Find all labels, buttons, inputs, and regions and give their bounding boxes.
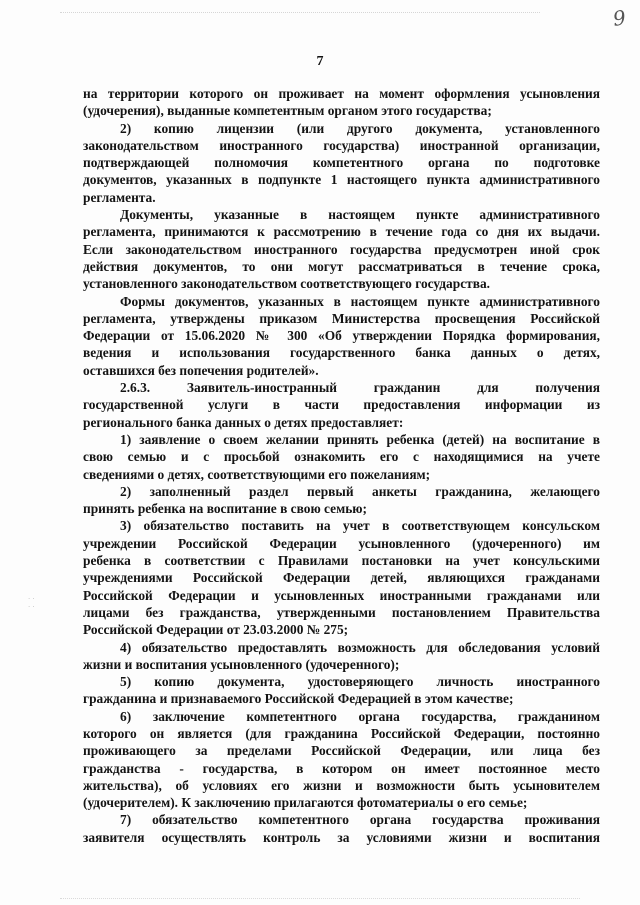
document-body <box>83 85 600 846</box>
text-line: заявителя осуществлять контроль за условиями жизни и воспитания <box>83 829 600 845</box>
text-line: 2) копию лицензии (или другого документа, установленного <box>120 120 600 136</box>
text-line: Российской Федерации и усыновленных иностранными гражданами или <box>83 587 600 603</box>
text-line: 3) обязательство поставить на учет в соответствующем консульском <box>120 518 600 534</box>
text-line: регламента. <box>83 189 156 205</box>
text-line: (удочерения), выданные компетентным органом этого государства; <box>83 103 492 119</box>
text-line: ведения и использования государственного банка данных о детях, <box>83 345 600 361</box>
text-line: на территории которого он проживает на момент оформления усыновления <box>83 86 600 101</box>
text-line: Российской Федерации от 23.03.2000 № 275; <box>83 622 349 638</box>
scan-artifact-bottom <box>60 898 580 899</box>
text-line: проживающего за пределами Российской Федерации, или лица без <box>83 743 600 759</box>
text-line: свою семью и с просьбой ознакомить его с находящимися на учете <box>83 449 600 465</box>
text-line: лицами без гражданства, утвержденными постановлением Правительства <box>83 604 600 620</box>
handwritten-page-number: 9 <box>611 5 628 31</box>
text-line: подтверждающей полномочия компетентного органа по подготовке <box>83 155 600 171</box>
text-line: жизни и воспитания усыновленного (удочеренного); <box>83 656 400 672</box>
text-line: гражданства - государства, в котором он имеет постоянное место <box>83 760 600 776</box>
text-line: 4) обязательство предоставлять возможность для обследования условий <box>120 639 600 655</box>
text-line: жительства), об условиях его жизни и возможности быть усыновителем <box>83 777 600 793</box>
margin-scan-marks: · · · · <box>28 595 35 611</box>
text-line: 6) заключение компетентного органа государства, гражданином <box>120 708 600 724</box>
text-line: сведениями о детях, соответствующими его пожеланиям; <box>83 466 431 482</box>
text-line: 5) копию документа, удостоверяющего личность иностранного <box>120 674 600 690</box>
text-line: которого он является (для гражданина Российской Федерации, постоянно <box>83 725 600 741</box>
text-line: регионального банка данных о детях предоставляет: <box>83 414 404 430</box>
text-line: законодательством иностранного государства) иностранной организации, <box>83 137 600 153</box>
page-number: 7 <box>316 54 324 69</box>
text-line: (удочерителем). К заключению прилагаются фотоматериалы о его семье; <box>83 795 528 811</box>
text-line: оставшихся без попечения родителей». <box>83 362 319 378</box>
text-line: 7) обязательство компетентного органа государства проживания <box>120 812 600 828</box>
text-line: Федерации от 15.06.2020 № 300 «Об утверждении Порядка формирования, <box>83 328 600 344</box>
text-line: государственной услуги в части предоставления информации из <box>83 397 600 413</box>
text-line: Документы, указанные в настоящем пункте административного <box>120 207 600 223</box>
scan-artifact-top <box>60 12 540 14</box>
text-line: учреждениями Российской Федерации детей, являющихся гражданами <box>83 570 600 586</box>
text-line: регламента, принимаются к рассмотрению в течение года со дня их выдачи. <box>83 224 600 240</box>
text-line: 2) заполненный раздел первый анкеты гражданина, желающего <box>120 483 600 499</box>
text-line: регламента, утверждены приказом Министерства просвещения Российской <box>83 310 600 326</box>
text-line: установленного законодательством соответствующего государства. <box>83 276 490 292</box>
text-line: учреждении Российской Федерации усыновленного (удочеренного) им <box>83 535 600 551</box>
text-line: документов, указанных в подпункте 1 настоящего пункта административного <box>83 172 600 188</box>
text-line: 2.6.3. Заявитель-иностранный гражданин для получения <box>120 380 600 396</box>
text-line: Если законодательством иностранного государства предусмотрен иной срок <box>83 241 600 257</box>
text-line: ребенка в соответствии с Правилами постановки на учет консульскими <box>83 553 600 569</box>
text-line: Формы документов, указанных в настоящем пункте административного <box>120 293 600 309</box>
text-line: принять ребенка на воспитание в свою семью; <box>83 501 367 517</box>
text-line: гражданина и признаваемого Российской Федерацией в этом качестве; <box>83 691 514 707</box>
text-line: действия документов, то они могут рассматриваться в течение срока, <box>83 258 600 274</box>
text-line: 1) заявление о своем желании принять ребенка (детей) на воспитание в <box>120 431 600 447</box>
